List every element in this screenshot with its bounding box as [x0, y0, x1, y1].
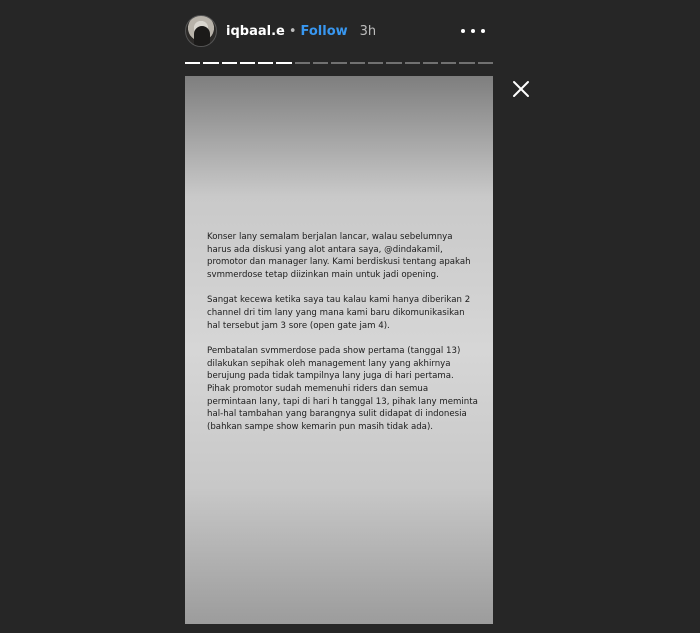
progress-segment	[423, 62, 438, 64]
more-dot	[481, 29, 485, 33]
progress-segment	[350, 62, 365, 64]
progress-segment	[368, 62, 383, 64]
follow-button[interactable]: Follow	[300, 23, 348, 39]
story-header	[185, 14, 493, 48]
progress-segment	[295, 62, 310, 64]
progress-segment	[258, 62, 273, 64]
post-time: 3h	[359, 23, 377, 39]
progress-segment	[222, 62, 237, 64]
progress-segment	[313, 62, 328, 64]
story-paragraph: Konser lany semalam berjalan lancar, walau sebelumnya harus ada diskusi yang alot antara saya, @dindakamil, promotor dan manager lany. Kami berdiskusi tentang apakah svmmerdose tetap diizinkan main untuk jadi opening.	[207, 232, 471, 280]
progress-segment	[331, 62, 346, 64]
progress-segment	[386, 62, 401, 64]
username-link[interactable]: iqbaal.e	[226, 23, 285, 39]
progress-segment	[478, 62, 493, 64]
more-dot	[461, 29, 465, 33]
story-frame[interactable]	[185, 76, 493, 624]
story-paragraph: Pembatalan svmmerdose pada show pertama (tanggal 13) dilakukan sepihak oleh management lany yang akhirnya berujung pada tidak tampilnya lany juga di hari pertama. Pihak promotor sudah memenuhi riders dan semua permintaan lany, tapi di hari h tanggal 13, pihak lany meminta hal-hal tambahan yang barangnya sulit didapat di indonesia (bahkan sampe show kemarin pun masih tidak ada).	[207, 346, 478, 432]
progress-segment	[441, 62, 456, 64]
progress-segment	[276, 62, 291, 64]
progress-segment	[240, 62, 255, 64]
more-dot	[471, 29, 475, 33]
progress-segment	[203, 62, 218, 64]
close-icon[interactable]	[509, 77, 533, 101]
story-progress-bar	[185, 62, 493, 64]
more-options-icon[interactable]	[461, 26, 485, 36]
avatar-figure	[194, 26, 210, 47]
story-text-block	[207, 231, 479, 446]
progress-segment	[459, 62, 474, 64]
progress-segment	[185, 62, 200, 64]
story-paragraph: Sangat kecewa ketika saya tau kalau kami hanya diberikan 2 channel dri tim lany yang mana kami baru dikomunikasikan hal tersebut jam 3 sore (open gate jam 4).	[207, 295, 471, 331]
close-icon-glyph	[509, 77, 533, 101]
avatar[interactable]	[185, 15, 217, 47]
separator-dot: •	[288, 23, 297, 39]
progress-segment	[405, 62, 420, 64]
